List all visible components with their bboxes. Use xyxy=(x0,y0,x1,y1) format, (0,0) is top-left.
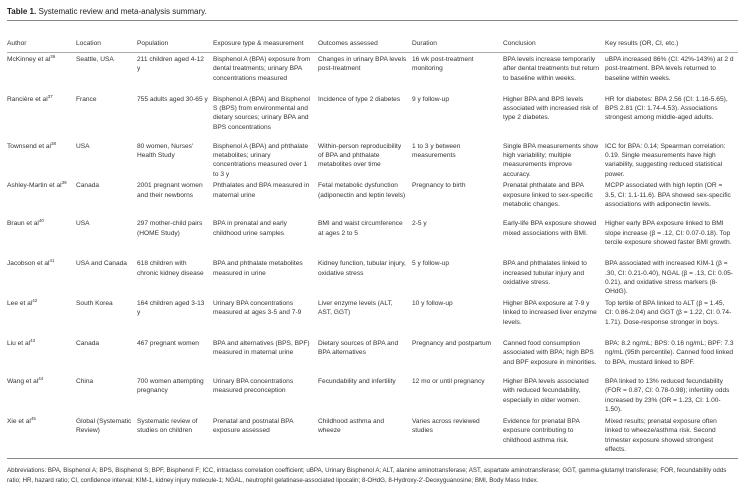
conclusion-cell: Higher BPA exposure at 7-9 y linked to increased liver enzyme levels. xyxy=(503,299,597,326)
outcomes-cell: Fetal metabolic dysfunction (adiponectin and leptin levels) xyxy=(318,182,406,199)
results-cell: ICC for BPA: 0.14; Spearman correlation: 0.19. Single measurements have high variability, suggesting reduced statistical power. xyxy=(605,142,726,178)
conclusion-cell: Canned food consumption associated with BPA; high BPS and BPF exposure in minorities. xyxy=(503,339,597,366)
author-name: Wang et al xyxy=(7,377,39,385)
author-name: Jacobson et al xyxy=(7,260,50,268)
conclusion-cell: BPA and phthalates linked to increased tubular injury and oxidative stress. xyxy=(503,260,587,286)
results-cell: Top tertile of BPA linked to ALT (β = 1.45, CI: 0.86-2.04) and GGT (β = 1.22, CI: 0.74-1.71). Dose-response stronger in boys. xyxy=(605,299,732,326)
duration-cell: 12 mo or until pregnancy xyxy=(412,377,485,385)
results-cell: Higher early BPA exposure linked to BMI slope increase (β = .12, CI: 0.07-0.18). Top tercile exposure showed faster BMI growth. xyxy=(605,220,732,246)
location-cell: USA and Canada xyxy=(76,260,127,268)
population-cell: 164 children aged 3-13 y xyxy=(137,299,205,317)
table-row xyxy=(7,179,738,217)
duration-cell: Pregnancy and postpartum xyxy=(412,339,492,347)
duration-cell: 16 wk post-treatment monitoring xyxy=(412,56,474,73)
population-cell: 211 children aged 4-12 y xyxy=(137,56,204,73)
author-cell xyxy=(7,337,76,375)
author-cell xyxy=(7,93,76,140)
results-cell: Mixed results; prenatal exposure often linked to wheeze/asthma risk. Second trimester exposure showed strongest effects. xyxy=(605,417,717,453)
author-name: McKinney et al xyxy=(7,56,51,63)
duration-cell: 5 y follow-up xyxy=(412,260,450,268)
reference-number: 37 xyxy=(47,93,53,99)
results-cell: MCPP associated with high leptin (OR = 3.5, CI: 1.1-11.6). BPA showed sex-specific associations with adiponectin levels. xyxy=(605,182,731,208)
conclusion-cell: Single BPA measurements show high variability; multiple measurements improve accuracy. xyxy=(503,142,599,178)
exposure-cell: Bisphenol A (BPA) and Bisphenol S (BPS) from environmental and dietary sources; urinary BPA and BPS concentrations xyxy=(213,95,311,131)
outcomes-cell: Liver enzyme levels (ALT, AST, GGT) xyxy=(318,299,393,317)
author-cell xyxy=(7,217,76,257)
population-cell: 80 women, Nurses' Health Study xyxy=(137,142,194,159)
conclusion-cell: Higher BPA levels associated with reduced fecundability, especially in older women. xyxy=(503,377,589,404)
reference-number: 38 xyxy=(51,140,57,146)
author-cell xyxy=(7,375,76,415)
author-cell xyxy=(7,53,76,93)
location-cell: USA xyxy=(76,142,90,150)
results-cell: HR for diabetes: BPA 2.56 (CI: 1.16-5.65), BPS 2.81 (CI: 1.74-4.53). Associations strongest among middle-aged adults. xyxy=(605,95,728,122)
outcomes-cell: Dietary sources of BPA and BPA alternatives xyxy=(318,339,399,357)
location-cell: France xyxy=(76,95,97,103)
table-caption xyxy=(7,7,207,16)
population-cell: Systematic review of studies on children xyxy=(137,417,198,435)
column-header: Conclusion xyxy=(503,39,536,47)
duration-cell: 9 y follow-up xyxy=(412,95,450,103)
author-cell xyxy=(7,179,76,217)
population-cell: 618 children with chronic kidney disease xyxy=(137,260,204,277)
table-row xyxy=(7,93,738,140)
table-row xyxy=(7,53,738,93)
author-cell xyxy=(7,257,76,297)
column-header: Population xyxy=(137,39,169,47)
location-cell: Global (Systematic Review) xyxy=(76,417,132,435)
duration-cell: 10 y follow-up xyxy=(412,299,453,307)
outcomes-cell: Childhood asthma and wheeze xyxy=(318,417,384,435)
column-header: Author xyxy=(7,39,27,47)
population-cell: 297 mother-child pairs (HOME Study) xyxy=(137,220,203,237)
author-name: Lee et al xyxy=(7,299,33,307)
duration-cell: Pregnancy to birth xyxy=(412,182,466,190)
outcomes-cell: Fecundability and infertility xyxy=(318,377,396,385)
exposure-cell: Bisphenol A (BPA) exposure from dental treatments; urinary BPA concentrations measured xyxy=(213,56,311,82)
location-cell: South Korea xyxy=(76,299,113,307)
duration-cell: 1 to 3 y between measurements xyxy=(412,142,461,159)
author-cell xyxy=(7,140,76,180)
conclusion-cell: Early-life BPA exposure showed mixed associations with BMI. xyxy=(503,220,597,237)
author-name: Townsend et al xyxy=(7,142,51,150)
reference-number: 43 xyxy=(30,337,36,343)
population-cell: 467 pregnant women xyxy=(137,339,199,347)
reference-number: 36 xyxy=(50,54,56,59)
conclusion-cell: BPA levels increase temporarily after dental treatments but return to baseline within weeks. xyxy=(503,56,600,82)
outcomes-cell: Incidence of type 2 diabetes xyxy=(318,95,401,103)
author-name: Rancière et al xyxy=(7,95,48,103)
reference-number: 42 xyxy=(32,297,38,303)
table-header-row xyxy=(7,21,738,53)
outcomes-cell: Kidney function, tubular injury, oxidative stress xyxy=(318,260,406,277)
table-row xyxy=(7,297,738,337)
table-row xyxy=(7,415,738,459)
table-row xyxy=(7,257,738,297)
abbreviations-footnote: Abbreviations: BPA, Bisphenol A; BPS, Bisphenol S; BPF, Bisphenol F; ICC, intraclass correlation coefficient; uBPA, Urinary Bisphenol A; ALT, alanine aminotransferase; AST, aspartate aminotransferase; GGT, gamma-glutamyl transferase; FOR, fecundability odds ratio; HR, hazard ratio; CI, confidence interval; KIM-1, kidney injury molecule-1; NGAL, neutrophil gelatinase-associated lipocalin; 8-OHdG, 8-Hydroxy-2'-Deoxyguanosine; BMI, Body Mass Index. xyxy=(7,467,727,484)
duration-cell: 2-5 y xyxy=(412,220,427,228)
exposure-cell: BPA and alternatives (BPS, BPF) measured in maternal urine xyxy=(213,339,310,357)
table-body xyxy=(7,53,738,459)
column-header: Location xyxy=(76,39,101,47)
author-name: Xie et al xyxy=(7,417,31,425)
exposure-cell: Bisphenol A (BPA) and phthalate metabolites; urinary concentrations measured over 1 to 3 y xyxy=(213,142,309,178)
table-row xyxy=(7,140,738,180)
exposure-cell: Phthalates and BPA measured in maternal urine xyxy=(213,182,310,199)
column-header: Exposure type & measurement xyxy=(213,39,304,47)
author-cell xyxy=(7,415,76,459)
author-name: Ashley-Martin et al xyxy=(7,182,62,190)
exposure-cell: Urinary BPA concentrations measured preconception xyxy=(213,377,294,395)
outcomes-cell: BMI and waist circumference at ages 2 to 5 xyxy=(318,220,403,237)
location-cell: Canada xyxy=(76,339,100,347)
location-cell: Canada xyxy=(76,182,100,190)
location-cell: Seattle, USA xyxy=(76,56,114,63)
population-cell: 2001 pregnant women and their newborns xyxy=(137,182,203,199)
outcomes-cell: Within-person reproducibility of BPA and phthalate metabolites over time xyxy=(318,142,402,169)
location-cell: USA xyxy=(76,220,90,228)
conclusion-cell: Higher BPA and BPS levels associated with increased risk of type 2 diabetes. xyxy=(503,95,598,122)
reference-number: 40 xyxy=(38,218,44,224)
results-cell: BPA: 8.2 ng/mL; BPS: 0.16 ng/mL; BPF: 7.3 ng/mL (95th percentile). Canned food linked to BPA, mustard linked to BPF. xyxy=(605,339,734,366)
results-cell: BPA linked to 13% reduced fecundability (FOR = 0.87, CI: 0.78-0.98); infertility odds increased by 23% (OR = 1.23, CI: 1.00-1.50). xyxy=(605,377,730,413)
outcomes-cell: Changes in urinary BPA levels post-treatment xyxy=(318,56,407,73)
duration-cell: Varies across reviewed studies xyxy=(412,417,480,435)
exposure-cell: Prenatal and postnatal BPA exposure assessed xyxy=(213,417,294,435)
reference-number: 44 xyxy=(38,375,44,381)
location-cell: China xyxy=(76,377,94,385)
exposure-cell: BPA and phthalate metabolites measured in urine xyxy=(213,260,303,277)
author-name: Braun et al xyxy=(7,220,39,228)
population-cell: 755 adults aged 30-65 y xyxy=(137,95,208,103)
results-cell: BPA associated with increased KIM-1 (β = .30, CI: 0.21-0.40), NGAL (β = .13, CI: 0.05-0.21), and oxidative stress markers (8-OHdG). xyxy=(605,260,733,296)
column-header: Duration xyxy=(412,39,437,47)
table-row xyxy=(7,217,738,257)
table-title: Systematic review and meta-analysis summary. xyxy=(38,7,207,16)
table-row xyxy=(7,337,738,375)
table-row xyxy=(7,375,738,415)
reference-number: 41 xyxy=(49,258,55,264)
reference-number: 39 xyxy=(61,180,67,186)
population-cell: 700 women attempting pregnancy xyxy=(137,377,204,395)
reference-number: 45 xyxy=(30,415,36,421)
table-label: Table 1. xyxy=(7,7,37,16)
author-cell xyxy=(7,297,76,337)
summary-table xyxy=(7,20,738,459)
exposure-cell: Urinary BPA concentrations measured at ages 3-5 and 7-9 xyxy=(213,299,302,317)
column-header: Outcomes assessed xyxy=(318,39,378,47)
exposure-cell: BPA in prenatal and early childhood urine samples xyxy=(213,220,287,237)
conclusion-cell: Evidence for prenatal BPA exposure contributing to childhood asthma risk. xyxy=(503,417,580,444)
author-name: Liu et al xyxy=(7,339,31,347)
column-header: Key results (OR, CI, etc.) xyxy=(605,39,679,47)
conclusion-cell: Prenatal phthalate and BPA exposure linked to sex-specific metabolic changes. xyxy=(503,182,593,208)
results-cell: uBPA increased 86% (CI: 42%-143%) at 2 d post-treatment. BPA levels returned to baseline within weeks. xyxy=(605,56,734,82)
